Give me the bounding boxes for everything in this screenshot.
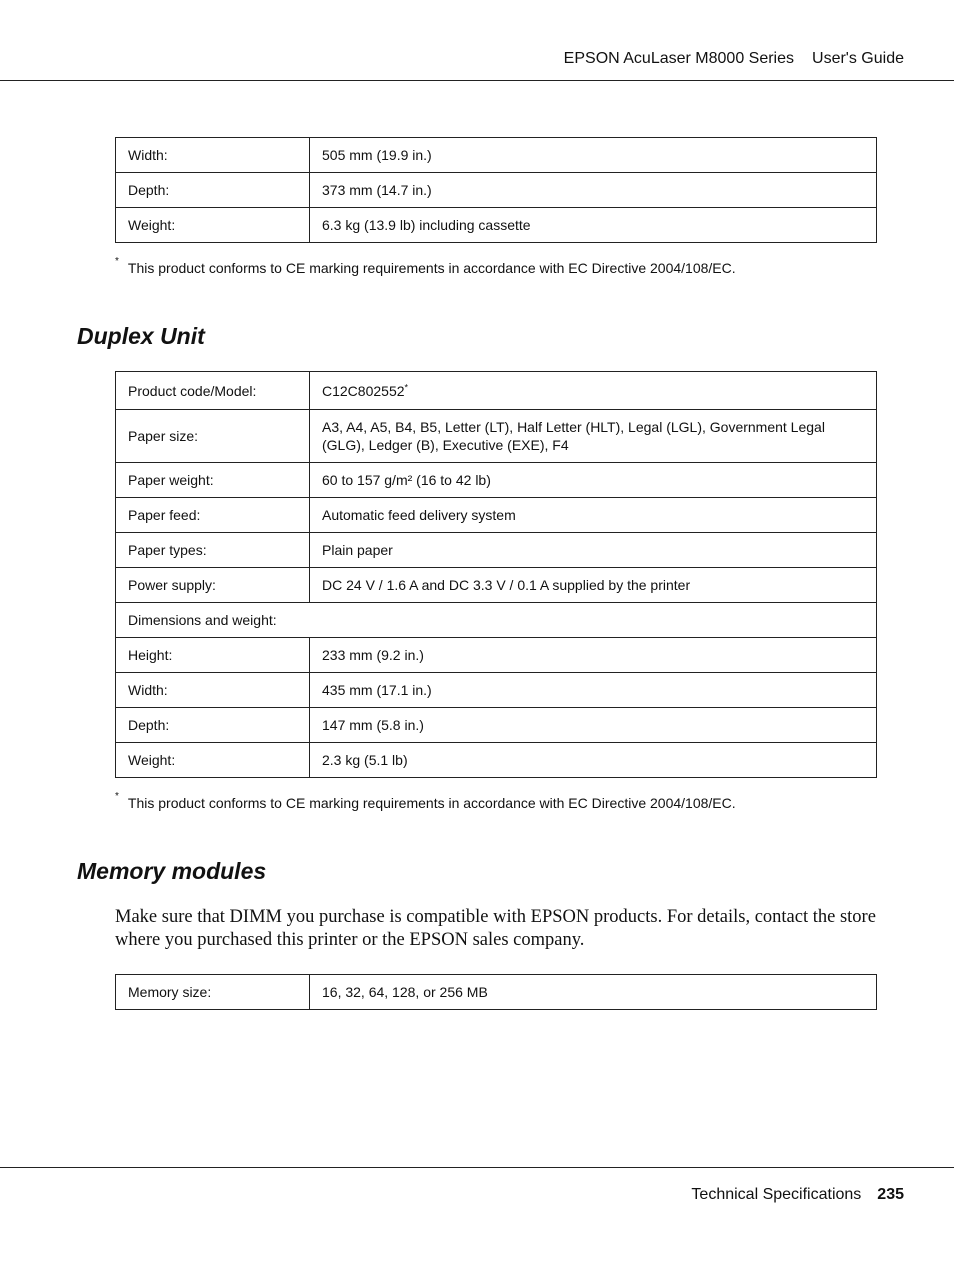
row-value: 2.3 kg (5.1 lb) (310, 743, 877, 778)
row-label: Height: (116, 638, 310, 673)
row-value: 435 mm (17.1 in.) (310, 673, 877, 708)
table-row (116, 743, 877, 778)
footnote-mark: * (115, 791, 119, 802)
header-product: EPSON AcuLaser M8000 Series (563, 50, 795, 67)
table-row (116, 708, 877, 743)
footnote-mark: * (404, 381, 409, 392)
row-label: Memory size: (116, 975, 310, 1010)
duplex-spec-table (115, 371, 877, 778)
row-value: DC 24 V / 1.6 A and DC 3.3 V / 0.1 A supplied by the printer (310, 568, 877, 603)
table-row (116, 372, 877, 410)
row-value: 147 mm (5.8 in.) (310, 708, 877, 743)
row-value: 6.3 kg (13.9 lb) including cassette (310, 208, 877, 243)
row-value: 60 to 157 g/m² (16 to 42 lb) (310, 463, 877, 498)
table-row (116, 410, 877, 463)
row-label: Paper weight: (116, 463, 310, 498)
row-value: 16, 32, 64, 128, or 256 MB (310, 975, 877, 1010)
row-label: Paper size: (116, 410, 310, 463)
footnote-text: This product conforms to CE marking requirements in accordance with EC Directive 2004/108/EC. (127, 795, 736, 811)
row-label: Paper types: (116, 533, 310, 568)
table-row (116, 498, 877, 533)
row-value: 233 mm (9.2 in.) (310, 638, 877, 673)
memory-description: Make sure that DIMM you purchase is compatible with EPSON products. For details, contact the store where you purchased this printer or the EPSON sales company. (115, 907, 876, 950)
table-row (116, 463, 877, 498)
row-label: Weight: (116, 743, 310, 778)
page-number: 235 (877, 1186, 904, 1203)
section-title-memory: Memory modules (77, 858, 267, 884)
printer-dimensions-table (115, 137, 877, 243)
table-row (116, 173, 877, 208)
row-label: Width: (116, 673, 310, 708)
header-rule (0, 80, 954, 81)
page-header (564, 50, 904, 68)
row-value (310, 372, 877, 410)
table-row (116, 975, 877, 1010)
footer-rule (0, 1167, 954, 1168)
product-code: C12C802552 (322, 382, 405, 399)
table-row (116, 673, 877, 708)
row-label: Power supply: (116, 568, 310, 603)
header-guide: User's Guide (812, 50, 904, 67)
table-row (116, 138, 877, 173)
footnote-text: This product conforms to CE marking requirements in accordance with EC Directive 2004/108/EC. (127, 260, 736, 276)
row-value: Automatic feed delivery system (310, 498, 877, 533)
row-value: A3, A4, A5, B4, B5, Letter (LT), Half Letter (HLT), Legal (LGL), Government Legal (GLG), Ledger (B), Executive (EXE), F4 (310, 410, 877, 463)
table-row (116, 603, 877, 638)
row-value: 505 mm (19.9 in.) (310, 138, 877, 173)
row-label: Width: (116, 138, 310, 173)
row-label: Depth: (116, 173, 310, 208)
page-footer (691, 1186, 904, 1204)
footnote (115, 791, 736, 811)
row-label: Paper feed: (116, 498, 310, 533)
table-row (116, 208, 877, 243)
footnote-mark: * (115, 256, 119, 267)
footer-section: Technical Specifications (691, 1186, 862, 1203)
row-label: Depth: (116, 708, 310, 743)
row-value: Plain paper (310, 533, 877, 568)
footnote (115, 256, 736, 276)
dimensions-heading: Dimensions and weight: (116, 603, 877, 638)
table-row (116, 533, 877, 568)
memory-spec-table (115, 974, 877, 1010)
table-row (116, 568, 877, 603)
row-label: Product code/Model: (116, 372, 310, 410)
row-label: Weight: (116, 208, 310, 243)
table-row (116, 638, 877, 673)
row-value: 373 mm (14.7 in.) (310, 173, 877, 208)
section-title-duplex: Duplex Unit (77, 323, 205, 349)
